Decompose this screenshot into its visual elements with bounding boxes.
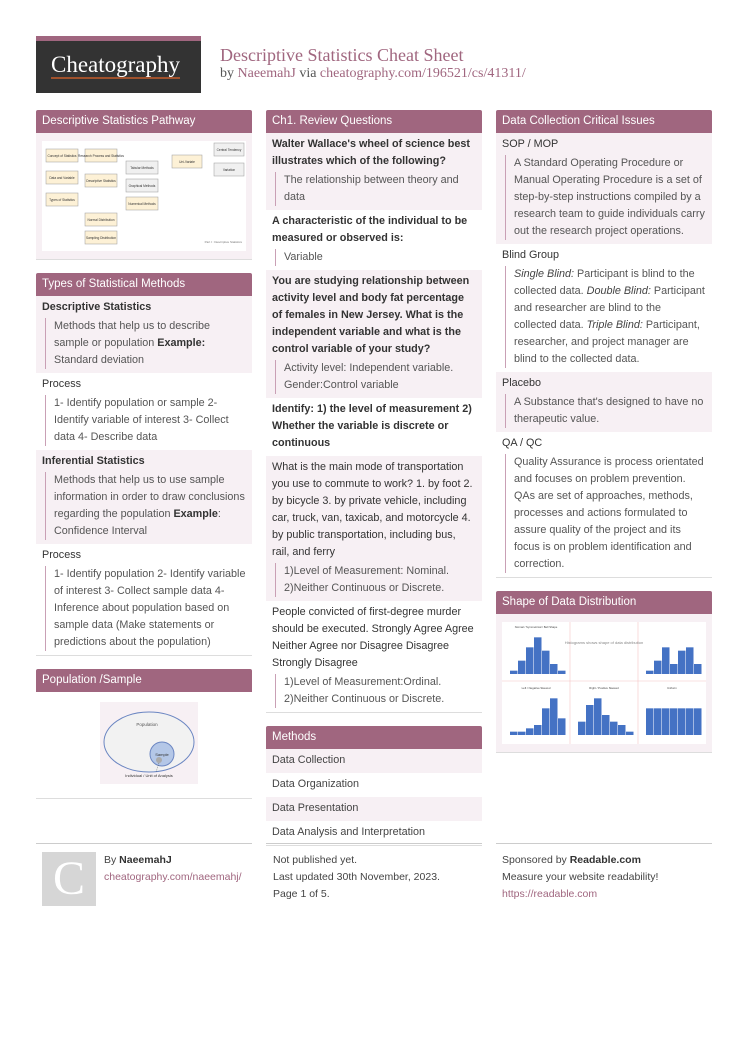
pathway-box: [46, 171, 78, 184]
text: Standard deviation: [54, 354, 145, 366]
histogram-bar: [578, 722, 586, 735]
term-definition: [505, 394, 706, 428]
pathway-box: [126, 179, 158, 192]
histogram-bar: [670, 664, 678, 674]
pathway-section: [36, 110, 252, 259]
question-text: A characteristic of the individual to be measured or observed is:: [272, 215, 468, 244]
histogram-bar: [694, 664, 702, 674]
pathway-box: [214, 163, 244, 176]
term-label: Inferential Statistics: [42, 455, 145, 467]
histogram-bar: [670, 708, 678, 735]
text: A Standard Operating Procedure or Manual Operating Procedure is a set of step-by-step instructions compiled by a research team to guide individuals carry out the research project operations.: [514, 157, 705, 237]
method-item: Data Collection: [266, 749, 482, 773]
text: Participant, researcher, and project manager are blind to the collected data.: [514, 319, 700, 365]
text: : Confidence Interval: [54, 508, 221, 537]
column-1: [36, 110, 252, 812]
bold-text: Example: [173, 508, 218, 520]
column-3: [496, 110, 712, 766]
italic-text: Double Blind:: [586, 285, 651, 297]
methods-section: [266, 726, 482, 845]
pathway-box: [126, 161, 158, 174]
svg-text:Central Tendency: Central Tendency: [216, 148, 242, 152]
text: Methods that help us to describe sample or population: [54, 320, 211, 349]
histogram-bar: [686, 647, 694, 674]
section-header: Descriptive Statistics Pathway: [36, 110, 252, 133]
histogram-bar: [534, 637, 542, 674]
question-row: [266, 456, 482, 601]
text: Participant is blind to the collected data.: [514, 268, 695, 297]
histogram-bar: [678, 708, 686, 735]
term-definition: [505, 454, 706, 573]
svg-text:Population: Population: [136, 722, 158, 727]
section-header: Types of Statistical Methods: [36, 273, 252, 296]
answer: [275, 249, 476, 266]
term-definition: [45, 318, 246, 369]
method-row: [36, 450, 252, 544]
answer-line: Variable: [284, 251, 323, 263]
svg-text:Sampling Distribution: Sampling Distribution: [85, 236, 117, 240]
term-label: Blind Group: [502, 249, 560, 261]
issue-row: [496, 244, 712, 372]
section-header: Methods: [266, 726, 482, 749]
text: 1- Identify population or sample 2- Identify variable of interest 3- Collect data 4- Describe data: [54, 397, 229, 443]
histogram-bar: [550, 664, 558, 674]
term-label: SOP / MOP: [502, 138, 559, 150]
term-definition: [505, 155, 706, 240]
sheet-title: Descriptive Statistics Cheat Sheet: [220, 45, 464, 65]
section-header: Data Collection Critical Issues: [496, 110, 712, 133]
histogram-bar: [646, 671, 654, 674]
pathway-box: [85, 231, 117, 244]
question-row: [266, 601, 482, 712]
term-label: QA / QC: [502, 437, 543, 449]
histogram-bar: [646, 708, 654, 735]
pathway-box: [85, 174, 117, 187]
footer-publish: Not published yet. Last updated 30th November, 2023. Page 1 of 5.: [266, 843, 482, 903]
term-definition: [45, 566, 246, 651]
histogram-bar: [610, 722, 618, 735]
histogram-bar: [678, 651, 686, 674]
histogram-bar: [694, 708, 702, 735]
histogram-bar: [542, 708, 550, 735]
term-label: Placebo: [502, 377, 542, 389]
text: Methods that help us to use sample information in order to draw conclusions regarding the population: [54, 474, 245, 520]
pathway-diagram: [36, 133, 252, 259]
answer: [275, 563, 476, 597]
pathway-box: [172, 155, 202, 168]
svg-text:Individual / Unit of Analysis: Individual / Unit of Analysis: [125, 773, 173, 778]
histogram-bar: [534, 725, 542, 735]
svg-text:Numerical Methods: Numerical Methods: [128, 202, 156, 206]
histogram-bar: [686, 708, 694, 735]
histogram-bar: [518, 661, 526, 674]
byline: by NaeemahJ via cheatography.com/196521/cs/41311/: [220, 66, 526, 81]
text: Quality Assurance is process orientated and focuses on problem prevention. QAs are set of approaches, methods, processes and actions formulated to assure quality of the project and its focus is on problem identification and correction.: [514, 456, 704, 570]
histogram-bar: [602, 715, 610, 735]
question-row: [266, 398, 482, 456]
svg-text:Sample: Sample: [155, 752, 169, 757]
question-row: [266, 270, 482, 398]
italic-text: Triple Blind:: [586, 319, 643, 331]
method-row: [36, 373, 252, 450]
method-item: Data Presentation: [266, 797, 482, 821]
histogram-bar: [654, 661, 662, 674]
histogram-center-text: Histograms shows shape of data distribution: [564, 640, 644, 645]
answer-line: 2)Neither Continuous or Discrete.: [284, 693, 445, 705]
svg-text:Normal Distribution: Normal Distribution: [87, 218, 115, 222]
histogram-label: Normal / Symmetrical / Bell Shape: [514, 625, 558, 629]
histogram-bar: [654, 708, 662, 735]
method-item: Data Analysis and Interpretation: [272, 826, 426, 838]
pathway-box: [85, 213, 117, 226]
issue-row: [496, 432, 712, 577]
italic-text: Single Blind:: [514, 268, 575, 280]
shape-section: [496, 591, 712, 752]
avatar: C: [42, 852, 96, 906]
term-label: Process: [42, 549, 82, 561]
text: Participant and researcher are blind to the collected data.: [514, 285, 705, 331]
column-2: [266, 110, 482, 859]
svg-text:Tabular Methods: Tabular Methods: [130, 166, 154, 170]
svg-text:Descriptive Statistics: Descriptive Statistics: [86, 179, 116, 183]
question-text: You are studying relationship between activity level and body fat percentage of females in New Jersey. What is the independent variable and what is the control variable of your study?: [272, 275, 470, 355]
question-row: [266, 210, 482, 270]
section-header: Shape of Data Distribution: [496, 591, 712, 614]
pathway-caption: Part I : Descriptive Statistics: [204, 240, 242, 244]
issues-section: [496, 110, 712, 577]
histogram-bar: [618, 725, 626, 735]
histogram-bar: [558, 718, 566, 735]
pathway-box: [78, 149, 124, 162]
svg-text:Research Process and Statistic: Research Process and Statistics: [78, 154, 124, 158]
footer-sponsor: Sponsored by Readable.com Measure your website readability! https://readable.com: [496, 843, 712, 903]
histogram-bar: [626, 732, 634, 735]
term-label: Process: [42, 378, 82, 390]
svg-text:Graphical Methods: Graphical Methods: [128, 184, 156, 188]
histogram-bar: [526, 647, 534, 674]
histogram-bar: [510, 732, 518, 735]
pathway-box: [126, 197, 158, 210]
issue-row: [496, 133, 712, 244]
histogram-bar: [662, 647, 670, 674]
sponsor-link[interactable]: https://readable.com: [502, 888, 598, 900]
sheet-url-link[interactable]: cheatography.com/196521/cs/41311/: [319, 66, 526, 81]
question-row: [266, 133, 482, 210]
histogram-bar: [510, 671, 518, 674]
svg-text:Concept of Statistics: Concept of Statistics: [47, 154, 77, 158]
histogram-bar: [526, 728, 534, 735]
answer: [275, 172, 476, 206]
method-row: [36, 296, 252, 373]
term-definition: [45, 472, 246, 540]
question-text: Identify: 1) the level of measurement 2) Whether the variable is discrete or continuous: [272, 403, 472, 449]
bold-text: Example:: [157, 337, 206, 349]
pathway-box: [46, 193, 78, 206]
svg-text:Types of Statistics: Types of Statistics: [49, 198, 75, 202]
histogram-bar: [542, 651, 550, 674]
term-definition: [505, 266, 706, 368]
question-text: Walter Wallace's wheel of science best illustrates which of the following?: [272, 138, 470, 167]
method-row: [36, 544, 252, 655]
term-definition: [45, 395, 246, 446]
method-item: Data Organization: [272, 778, 360, 790]
author-link[interactable]: NaeemahJ: [237, 66, 296, 81]
population-section: [36, 669, 252, 798]
histogram-label: Uniform: [667, 686, 677, 690]
histogram-bar: [550, 698, 558, 735]
svg-text:Variation: Variation: [222, 168, 236, 172]
question-text: What is the main mode of transportation you use to commute to work? 1. by foot 2. by bicycle 3. by private vehicle, including car, truck, van, taxicab, and motorcycle 4. by public transportation, including bus, rail, and ferry: [272, 461, 473, 558]
histogram-bar: [586, 705, 594, 735]
section-header: Population /Sample: [36, 669, 252, 692]
answer-line: The relationship between theory and data: [284, 174, 459, 203]
svg-text:Uni-Variate: Uni-Variate: [179, 160, 195, 164]
pathway-box: [46, 149, 78, 162]
types-section: [36, 273, 252, 655]
text: 1- Identify population 2- Identify variable of interest 3- Collect sample data 4- Inference about population based on sample data (Make statements or predictions about the population): [54, 568, 246, 648]
answer: [275, 674, 476, 708]
author-profile-link[interactable]: cheatography.com/naeemahj/: [104, 871, 242, 883]
term-label: Descriptive Statistics: [42, 301, 152, 313]
histogram-bar: [558, 671, 566, 674]
cheatography-logo[interactable]: Cheatography: [36, 36, 201, 93]
histogram-bar: [662, 708, 670, 735]
histogram-image: [496, 614, 712, 752]
answer-line: 1)Level of Measurement: Nominal.: [284, 565, 450, 577]
histogram-bar: [518, 732, 526, 735]
answer: [275, 360, 476, 394]
issue-row: [496, 372, 712, 432]
section-header: Ch1. Review Questions: [266, 110, 482, 133]
histogram-label: Left / Negative Skewed: [521, 686, 551, 690]
population-diagram: [36, 692, 252, 798]
histogram-bar: [594, 698, 602, 735]
answer-line: 2)Neither Continuous or Discrete.: [284, 582, 445, 594]
answer-line: Activity level: Independent variable. Gender:Control variable: [284, 362, 454, 391]
question-text: People convicted of first-degree murder should be executed. Strongly Agree Agree Neither Agree nor Disagree Disagree Strongly Disagree: [272, 606, 474, 669]
answer-line: 1)Level of Measurement:Ordinal.: [284, 676, 442, 688]
svg-text:Data and Variable: Data and Variable: [49, 176, 75, 180]
histogram-label: Right / Positive Skewed: [589, 686, 619, 690]
text: A Substance that's designed to have no therapeutic value.: [514, 396, 704, 425]
pathway-box: [214, 143, 244, 156]
review-section: [266, 110, 482, 712]
footer-author: C By NaeemahJ cheatography.com/naeemahj/: [36, 843, 252, 886]
